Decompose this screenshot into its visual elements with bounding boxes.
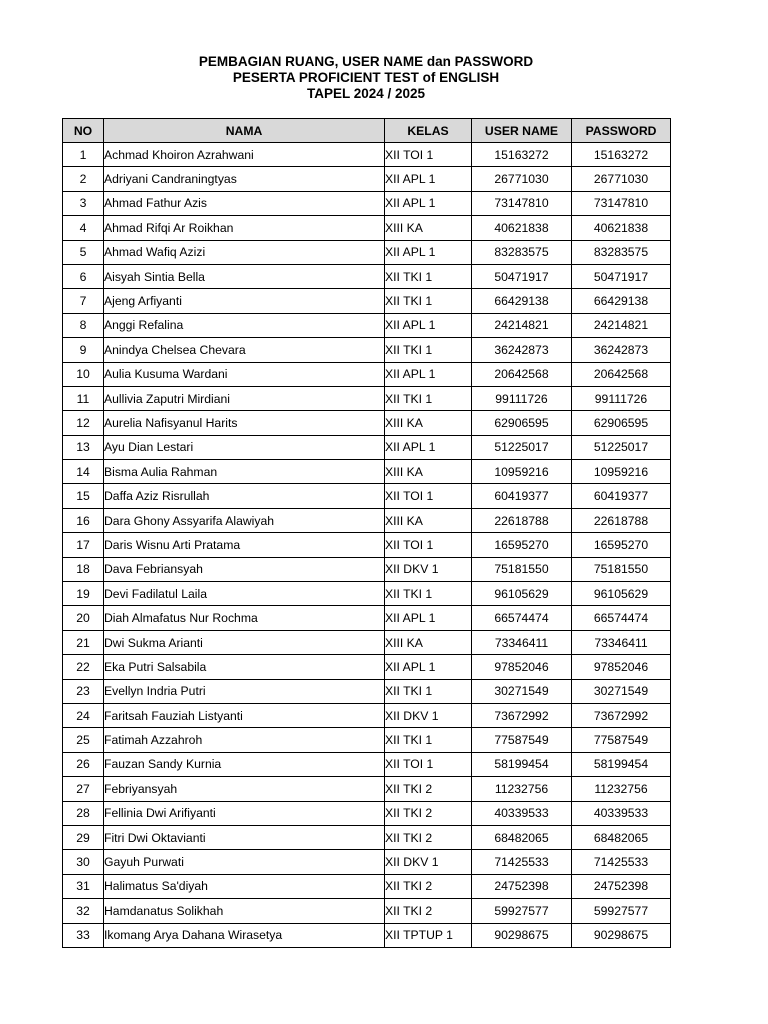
cell-user-name: 73346411 [472,630,572,654]
cell-password: 15163272 [572,143,671,167]
cell-kelas: XII TKI 1 [385,289,472,313]
table-row [63,216,671,240]
table-row [63,801,671,825]
cell-user-name: 71425533 [472,850,572,874]
table-row [63,484,671,508]
cell-no: 4 [63,216,104,240]
cell-nama: Anggi Refalina [104,313,385,337]
cell-user-name: 62906595 [472,411,572,435]
cell-kelas: XII TKI 2 [385,801,472,825]
title-line-3: TAPEL 2024 / 2025 [306,86,426,101]
header-password: PASSWORD [572,119,671,143]
cell-kelas: XII APL 1 [385,435,472,459]
table-row [63,825,671,849]
cell-user-name: 16595270 [472,533,572,557]
cell-user-name: 73672992 [472,703,572,727]
cell-no: 15 [63,484,104,508]
cell-nama: Gayuh Purwati [104,850,385,874]
cell-no: 21 [63,630,104,654]
cell-no: 23 [63,679,104,703]
table-row [63,435,671,459]
cell-nama: Daffa Aziz Risrullah [104,484,385,508]
cell-password: 66429138 [572,289,671,313]
cell-user-name: 68482065 [472,825,572,849]
cell-nama: Dava Febriansyah [104,557,385,581]
cell-password: 10959216 [572,460,671,484]
cell-no: 2 [63,167,104,191]
cell-user-name: 99111726 [472,386,572,410]
cell-nama: Faritsah Fauziah Listyanti [104,703,385,727]
cell-no: 16 [63,508,104,532]
cell-password: 90298675 [572,923,671,947]
cell-password: 16595270 [572,533,671,557]
cell-nama: Bisma Aulia Rahman [104,460,385,484]
cell-nama: Ikomang Arya Dahana Wirasetya [104,923,385,947]
cell-user-name: 51225017 [472,435,572,459]
cell-kelas: XII DKV 1 [385,703,472,727]
cell-password: 83283575 [572,240,671,264]
cell-user-name: 60419377 [472,484,572,508]
cell-password: 36242873 [572,338,671,362]
cell-nama: Daris Wisnu Arti Pratama [104,533,385,557]
table-row [63,362,671,386]
cell-kelas: XII TKI 1 [385,679,472,703]
cell-nama: Fatimah Azzahroh [104,728,385,752]
header-user-name: USER NAME [472,119,572,143]
table-row [63,386,671,410]
cell-password: 99111726 [572,386,671,410]
cell-kelas: XIII KA [385,216,472,240]
cell-password: 40339533 [572,801,671,825]
cell-nama: Aulia Kusuma Wardani [104,362,385,386]
cell-user-name: 10959216 [472,460,572,484]
cell-nama: Fauzan Sandy Kurnia [104,752,385,776]
table-row [63,338,671,362]
cell-no: 7 [63,289,104,313]
cell-kelas: XII DKV 1 [385,557,472,581]
cell-nama: Ayu Dian Lestari [104,435,385,459]
cell-password: 60419377 [572,484,671,508]
cell-no: 19 [63,582,104,606]
table-row [63,899,671,923]
cell-no: 9 [63,338,104,362]
cell-nama: Febriyansyah [104,777,385,801]
cell-nama: Fitri Dwi Oktavianti [104,825,385,849]
cell-kelas: XII TKI 1 [385,582,472,606]
cell-user-name: 11232756 [472,777,572,801]
cell-password: 73346411 [572,630,671,654]
table-row [63,630,671,654]
table-row [63,508,671,532]
cell-password: 73672992 [572,703,671,727]
cell-kelas: XII TKI 2 [385,825,472,849]
cell-password: 20642568 [572,362,671,386]
cell-password: 62906595 [572,411,671,435]
cell-kelas: XII TKI 2 [385,874,472,898]
cell-no: 33 [63,923,104,947]
cell-kelas: XII TKI 2 [385,777,472,801]
cell-password: 24214821 [572,313,671,337]
cell-kelas: XII TOI 1 [385,752,472,776]
cell-kelas: XII TKI 1 [385,386,472,410]
cell-user-name: 26771030 [472,167,572,191]
cell-no: 18 [63,557,104,581]
cell-user-name: 30271549 [472,679,572,703]
table-row [63,143,671,167]
table-row [63,289,671,313]
cell-user-name: 24214821 [472,313,572,337]
cell-user-name: 66574474 [472,606,572,630]
cell-user-name: 40621838 [472,216,572,240]
cell-nama: Dwi Sukma Arianti [104,630,385,654]
cell-password: 75181550 [572,557,671,581]
cell-kelas: XII APL 1 [385,606,472,630]
table-row [63,460,671,484]
cell-kelas: XIII KA [385,460,472,484]
cell-kelas: XII APL 1 [385,362,472,386]
cell-kelas: XII TKI 1 [385,728,472,752]
cell-nama: Achmad Khoiron Azrahwani [104,143,385,167]
cell-user-name: 75181550 [472,557,572,581]
cell-password: 58199454 [572,752,671,776]
cell-no: 13 [63,435,104,459]
cell-kelas: XII APL 1 [385,167,472,191]
cell-password: 96105629 [572,582,671,606]
cell-user-name: 73147810 [472,191,572,215]
cell-user-name: 22618788 [472,508,572,532]
table-row [63,655,671,679]
table-row [63,533,671,557]
cell-no: 12 [63,411,104,435]
cell-user-name: 40339533 [472,801,572,825]
table-row [63,777,671,801]
cell-no: 5 [63,240,104,264]
cell-user-name: 50471917 [472,264,572,288]
cell-no: 31 [63,874,104,898]
cell-user-name: 36242873 [472,338,572,362]
table-row [63,874,671,898]
header-nama: NAMA [104,119,385,143]
table-row [63,313,671,337]
cell-user-name: 15163272 [472,143,572,167]
table-row [63,728,671,752]
cell-kelas: XIII KA [385,508,472,532]
cell-no: 26 [63,752,104,776]
cell-password: 51225017 [572,435,671,459]
table-row [63,703,671,727]
cell-password: 24752398 [572,874,671,898]
cell-nama: Eka Putri Salsabila [104,655,385,679]
cell-user-name: 77587549 [472,728,572,752]
cell-user-name: 58199454 [472,752,572,776]
cell-kelas: XII APL 1 [385,240,472,264]
cell-user-name: 97852046 [472,655,572,679]
document-title [0,54,732,102]
cell-no: 22 [63,655,104,679]
cell-password: 68482065 [572,825,671,849]
cell-kelas: XII TKI 1 [385,264,472,288]
cell-no: 28 [63,801,104,825]
cell-user-name: 96105629 [472,582,572,606]
cell-password: 97852046 [572,655,671,679]
cell-no: 17 [63,533,104,557]
cell-password: 22618788 [572,508,671,532]
cell-user-name: 90298675 [472,923,572,947]
cell-kelas: XII APL 1 [385,655,472,679]
cell-kelas: XII TPTUP 1 [385,923,472,947]
table-row [63,923,671,947]
table-row [63,264,671,288]
cell-user-name: 83283575 [472,240,572,264]
cell-kelas: XII TOI 1 [385,143,472,167]
cell-user-name: 66429138 [472,289,572,313]
table-row [63,557,671,581]
cell-nama: Hamdanatus Solikhah [104,899,385,923]
cell-nama: Ahmad Rifqi Ar Roikhan [104,216,385,240]
cell-nama: Fellinia Dwi Arifiyanti [104,801,385,825]
cell-kelas: XII TOI 1 [385,484,472,508]
table-body [63,143,671,948]
cell-nama: Dara Ghony Assyarifa Alawiyah [104,508,385,532]
table-row [63,411,671,435]
cell-user-name: 24752398 [472,874,572,898]
cell-no: 14 [63,460,104,484]
header-kelas: KELAS [385,119,472,143]
cell-no: 6 [63,264,104,288]
cell-no: 29 [63,825,104,849]
cell-nama: Diah Almafatus Nur Rochma [104,606,385,630]
cell-nama: Devi Fadilatul Laila [104,582,385,606]
cell-no: 8 [63,313,104,337]
cell-kelas: XII APL 1 [385,191,472,215]
cell-password: 40621838 [572,216,671,240]
cell-nama: Aurelia Nafisyanul Harits [104,411,385,435]
table-row [63,752,671,776]
table-row [63,850,671,874]
cell-nama: Ahmad Wafiq Azizi [104,240,385,264]
cell-no: 20 [63,606,104,630]
cell-nama: Evellyn Indria Putri [104,679,385,703]
cell-password: 50471917 [572,264,671,288]
cell-nama: Adriyani Candraningtyas [104,167,385,191]
cell-nama: Halimatus Sa'diyah [104,874,385,898]
cell-nama: Ahmad Fathur Azis [104,191,385,215]
cell-password: 71425533 [572,850,671,874]
cell-password: 26771030 [572,167,671,191]
cell-kelas: XII TKI 1 [385,338,472,362]
cell-no: 32 [63,899,104,923]
cell-no: 3 [63,191,104,215]
cell-kelas: XIII KA [385,411,472,435]
cell-kelas: XII APL 1 [385,313,472,337]
cell-kelas: XII TKI 2 [385,899,472,923]
cell-no: 24 [63,703,104,727]
table-row [63,240,671,264]
cell-password: 66574474 [572,606,671,630]
cell-password: 11232756 [572,777,671,801]
table-row [63,582,671,606]
cell-user-name: 59927577 [472,899,572,923]
cell-password: 59927577 [572,899,671,923]
cell-kelas: XII TOI 1 [385,533,472,557]
cell-nama: Aullivia Zaputri Mirdiani [104,386,385,410]
table-row [63,167,671,191]
cell-kelas: XII DKV 1 [385,850,472,874]
cell-kelas: XIII KA [385,630,472,654]
cell-nama: Ajeng Arfiyanti [104,289,385,313]
cell-no: 1 [63,143,104,167]
table-row [63,606,671,630]
table-header-row [63,119,671,143]
title-line-2: PESERTA PROFICIENT TEST of ENGLISH [232,70,500,85]
cell-password: 30271549 [572,679,671,703]
cell-user-name: 20642568 [472,362,572,386]
header-no: NO [63,119,104,143]
table-row [63,679,671,703]
cell-no: 25 [63,728,104,752]
cell-no: 10 [63,362,104,386]
cell-password: 73147810 [572,191,671,215]
cell-no: 27 [63,777,104,801]
participant-table [62,118,671,948]
cell-no: 11 [63,386,104,410]
table-row [63,191,671,215]
cell-password: 77587549 [572,728,671,752]
cell-nama: Anindya Chelsea Chevara [104,338,385,362]
title-line-1: PEMBAGIAN RUANG, USER NAME dan PASSWORD [198,54,534,69]
cell-no: 30 [63,850,104,874]
cell-nama: Aisyah Sintia Bella [104,264,385,288]
